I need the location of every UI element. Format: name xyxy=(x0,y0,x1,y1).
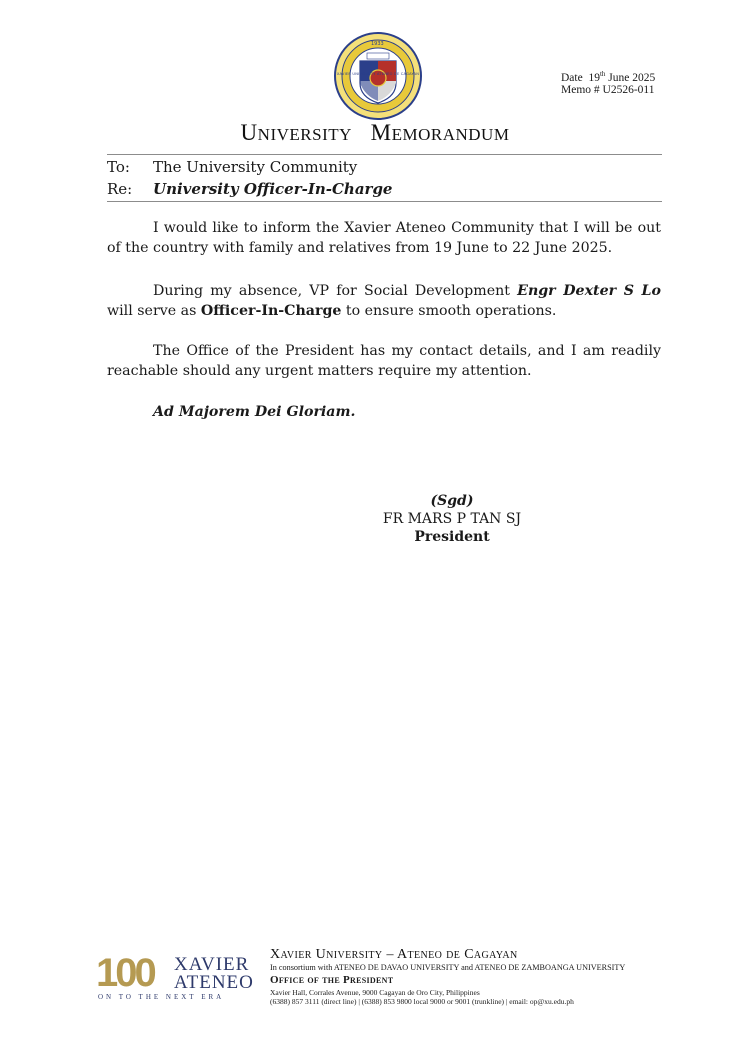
page-title: UNIVERSITY MEMORANDUM xyxy=(240,120,510,145)
paragraph-1: I would like to inform the Xavier Ateneo Community that I will be out of the country with family and relatives from 19 June to 22 June 2025. xyxy=(107,220,661,256)
centennial-logo-number: 100 xyxy=(96,951,154,995)
memo-date: Date 19th June 2025 xyxy=(561,70,656,84)
re-label: Re: xyxy=(107,180,133,198)
oic-role: Officer-In-Charge xyxy=(200,302,342,319)
re-value: University Officer-In-Charge xyxy=(153,180,393,198)
footer-address: Xavier Hall, Corrales Avenue, 9000 Cagayan de Oro City, Philippines xyxy=(270,988,480,997)
footer-university: Xavier University – Ateneo de Cagayan xyxy=(270,947,518,962)
signatory-name: FR MARS P TAN SJ xyxy=(382,511,522,527)
oic-name: Engr Dexter S Lo xyxy=(517,283,662,299)
logo-ateneo: ATENEO xyxy=(174,972,254,993)
logo-xavier: XAVIER xyxy=(174,954,250,975)
to-label: To: xyxy=(107,158,130,176)
seal-text: XAVIER UNIVERSITY ATENEO DE CAGAYAN xyxy=(336,72,420,76)
signatory-title: President xyxy=(414,529,490,545)
paragraph-2: During my absence, VP for Social Development Engr Dexter S Lo will serve as Officer-In-Charge to ensure smooth operations. xyxy=(107,283,662,319)
footer-office: Office of the President xyxy=(270,974,394,986)
paragraph-3: The Office of the President has my contact details, and I am readily reachable should any urgent matters require my attention. xyxy=(107,343,661,379)
closing-motto: Ad Majorem Dei Gloriam. xyxy=(153,404,356,420)
logo-tagline: ON TO THE NEXT ERA xyxy=(98,993,225,1001)
footer-contact: (6388) 857 3111 (direct line) | (6388) 853 9800 local 9000 or 9001 (trunkline) | email: op@xu.edu.ph xyxy=(270,997,574,1006)
divider-bottom xyxy=(107,201,662,202)
seal-year: 1933 xyxy=(371,41,384,47)
signature-mark: (Sgd) xyxy=(430,493,474,509)
footer-consortium: In consortium with ATENEO DE DAVAO UNIVERSITY and ATENEO DE ZAMBOANGA UNIVERSITY xyxy=(270,963,626,972)
memo-number: Memo # U2526-011 xyxy=(561,84,655,96)
to-value: The University Community xyxy=(153,158,358,176)
divider-top xyxy=(107,154,662,155)
